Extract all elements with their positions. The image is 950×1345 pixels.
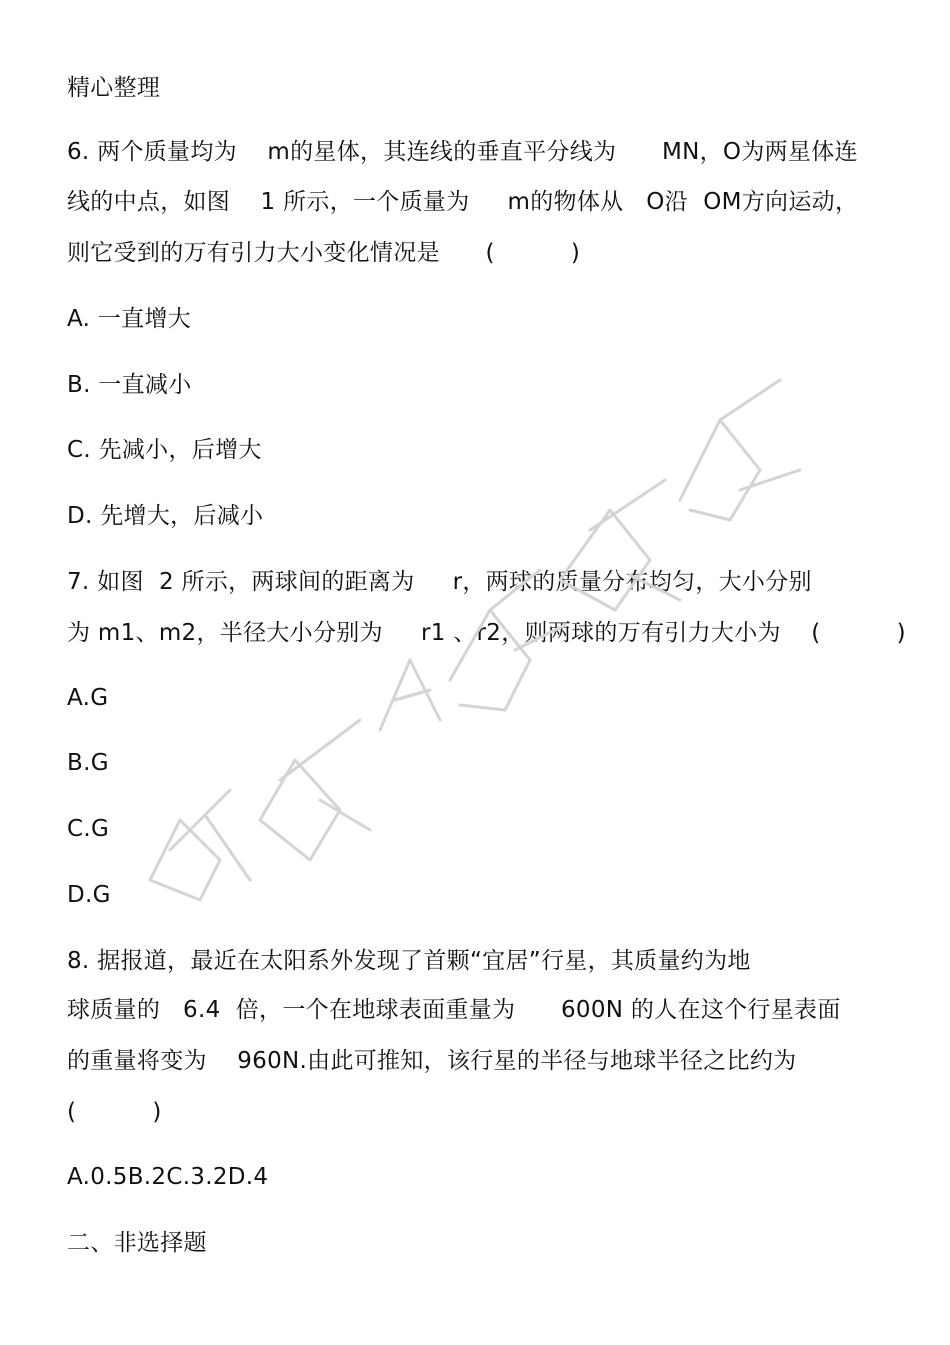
q8-text-line-3: 的重量将变为 960N.由此可推知，该行星的半径与地球半径之比约为 [67,1048,797,1074]
q6-option-c: C. 先减小，后增大 [67,437,262,463]
q8-options: A.0.5B.2C.3.2D.4 [67,1164,269,1190]
q6-option-a: A. 一直增大 [67,306,192,332]
q6-text-line-2: 线的中点，如图 1 所示，一个质量为 m的物体从 O沿 OM方向运动， [67,189,859,215]
q8-text-line-4: ( ) [67,1099,162,1125]
q6-option-d: D. 先增大，后减小 [67,503,264,529]
q8-text-line-1: 8. 据报道，最近在太阳系外发现了首颗“宜居”行星，其质量约为地 [67,948,751,974]
q7-text-line-2: 为 m1、m2，半径大小分别为 r1 、r2，则两球的万有引力大小为 ( ) [67,620,906,646]
q7-option-b: B.G [67,750,109,776]
section-heading: 二、非选择题 [67,1230,207,1256]
q6-text-line-1: 6. 两个质量均为 m的星体，其连线的垂直平分线为 MN，O为两星体连 [67,139,858,165]
header-label: 精心整理 [67,75,161,101]
q7-option-d: D.G [67,882,111,908]
q7-option-a: A.G [67,685,109,711]
q6-option-b: B. 一直减小 [67,372,192,398]
q7-option-c: C.G [67,816,110,842]
q8-text-line-2: 球质量的 6.4 倍，一个在地球表面重量为 600N 的人在这个行星表面 [67,997,841,1023]
q7-text-line-1: 7. 如图 2 所示，两球间的距离为 r，两球的质量分布均匀，大小分别 [67,569,812,595]
q6-text-line-3: 则它受到的万有引力大小变化情况是 ( ) [67,240,581,266]
